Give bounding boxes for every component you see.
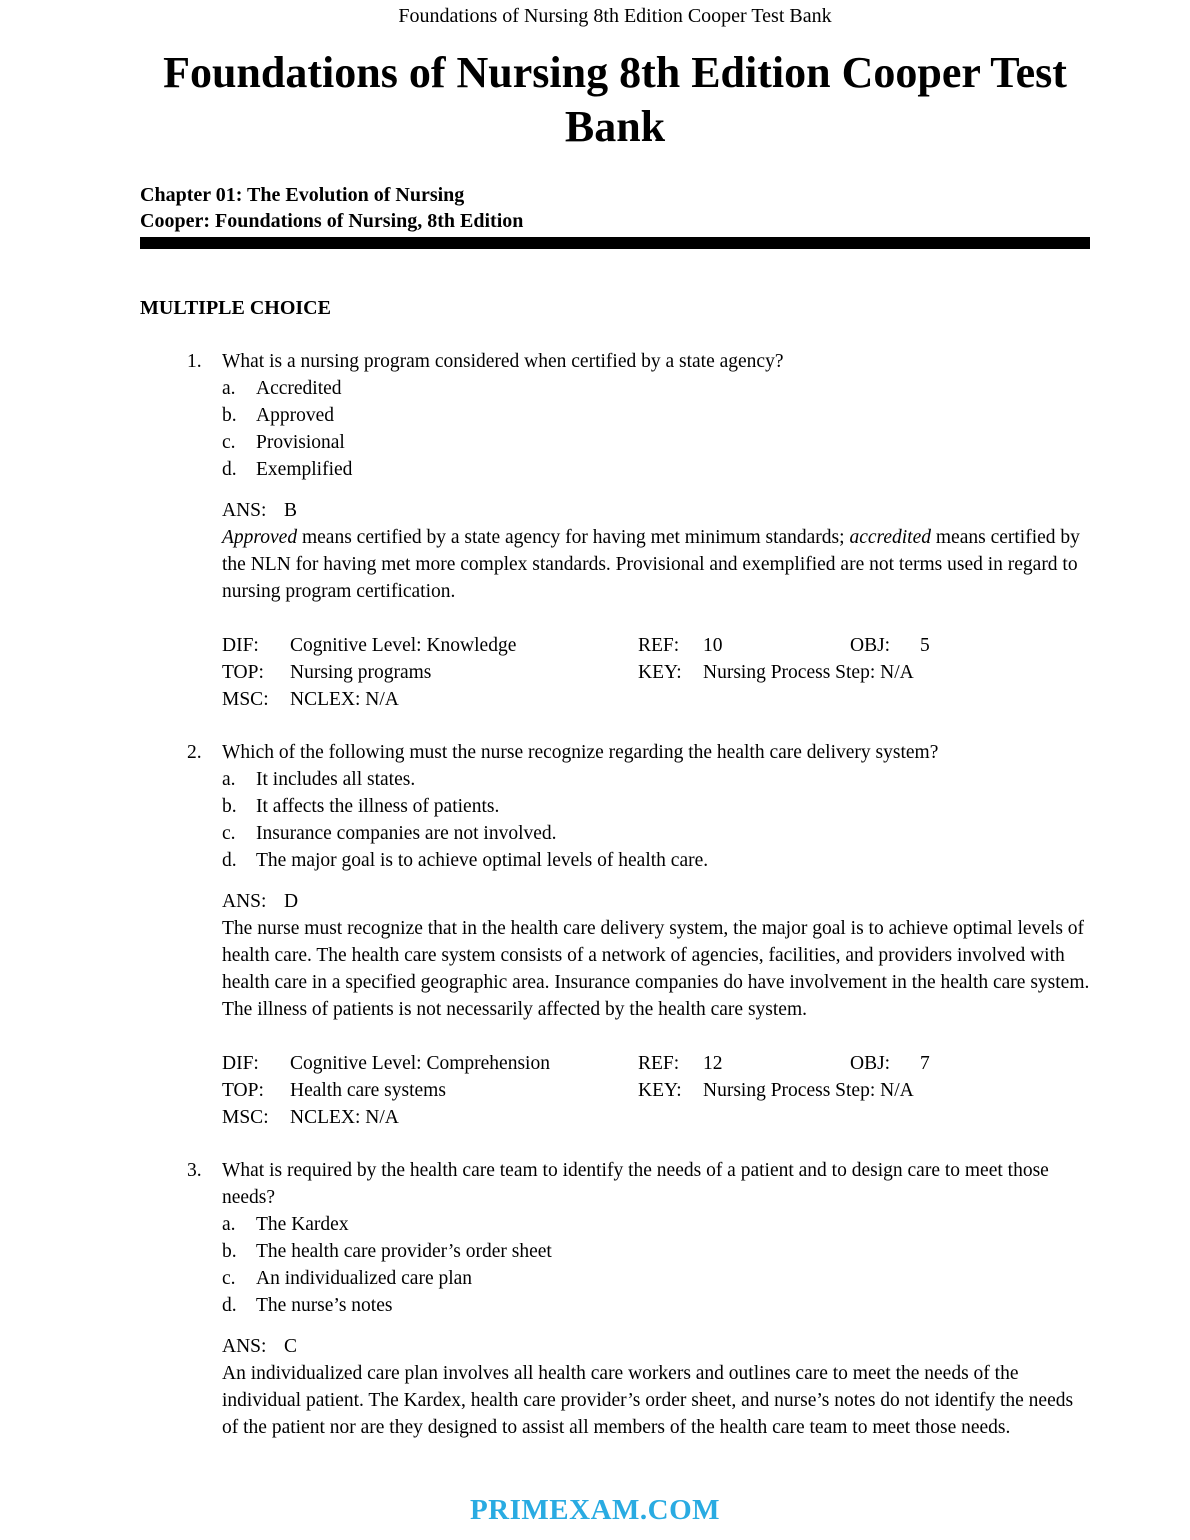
- answer-line: [222, 888, 1090, 915]
- meta-value: NCLEX: N/A: [290, 689, 399, 710]
- meta-row: [222, 659, 1090, 686]
- meta-value: NCLEX: N/A: [290, 1107, 399, 1128]
- answer-value: B: [284, 500, 298, 521]
- option-letter: a.: [222, 1214, 236, 1235]
- meta-value: Cognitive Level: Knowledge: [290, 635, 517, 656]
- question-number: 2.: [187, 742, 202, 763]
- meta-value: Cognitive Level: Comprehension: [290, 1053, 550, 1074]
- metadata: [222, 632, 1090, 713]
- option-row: [222, 375, 1090, 402]
- option-text: An individualized care plan: [256, 1268, 473, 1289]
- meta-label: TOP:: [222, 662, 264, 683]
- meta-label: OBJ:: [850, 1053, 891, 1074]
- option-row: [222, 1238, 1090, 1265]
- option-letter: c.: [222, 1268, 236, 1289]
- answer-value: D: [284, 891, 299, 912]
- question-stem: What is required by the health care team to identify the needs of a patient and to design care to meet those needs?: [222, 1160, 1049, 1208]
- section-heading: MULTIPLE CHOICE: [140, 297, 331, 319]
- option-letter: b.: [222, 1241, 237, 1262]
- meta-row: [222, 686, 1090, 713]
- meta-label: KEY:: [638, 662, 682, 683]
- options-list: [222, 375, 1090, 483]
- meta-value: 5: [920, 635, 930, 656]
- meta-group: [638, 632, 850, 659]
- meta-row: [222, 632, 1090, 659]
- meta-label: DIF:: [222, 635, 259, 656]
- question-body: [222, 348, 1090, 713]
- option-text: Provisional: [256, 432, 345, 453]
- question-block: [140, 1157, 1090, 1441]
- option-text: The nurse’s notes: [256, 1295, 393, 1316]
- option-text: Insurance companies are not involved.: [256, 823, 557, 844]
- meta-group: [222, 1050, 638, 1077]
- answer-label: ANS:: [222, 500, 267, 521]
- question-body: [222, 1157, 1090, 1441]
- meta-group: [222, 686, 638, 713]
- section-divider-bar: [140, 237, 1090, 249]
- meta-value: Nursing Process Step: N/A: [703, 1080, 914, 1101]
- option-row: [222, 793, 1090, 820]
- option-row: [222, 766, 1090, 793]
- page-title: Foundations of Nursing 8th Edition Cooper Test Bank: [163, 48, 1067, 151]
- meta-value: Nursing Process Step: N/A: [703, 662, 914, 683]
- meta-group: [638, 1050, 850, 1077]
- question-body: [222, 739, 1090, 1131]
- option-text: It affects the illness of patients.: [256, 796, 500, 817]
- meta-group: [850, 1050, 930, 1077]
- option-text: The health care provider’s order sheet: [256, 1241, 552, 1262]
- meta-group: [222, 1104, 638, 1131]
- meta-label: KEY:: [638, 1080, 682, 1101]
- question-number: 3.: [187, 1160, 202, 1181]
- option-letter: d.: [222, 850, 237, 871]
- answer-value: C: [284, 1336, 298, 1357]
- option-text: The Kardex: [256, 1214, 349, 1235]
- chapter-title: Chapter 01: The Evolution of Nursing: [140, 184, 465, 206]
- answer-label: ANS:: [222, 1336, 267, 1357]
- meta-row: [222, 1104, 1090, 1131]
- running-header: Foundations of Nursing 8th Edition Cooper Test Bank: [398, 5, 832, 27]
- book-title: Cooper: Foundations of Nursing, 8th Edition: [140, 210, 524, 232]
- meta-value: 10: [703, 635, 723, 656]
- option-row: [222, 402, 1090, 429]
- meta-row: [222, 1077, 1090, 1104]
- footer-link[interactable]: PRIMEXAM.COM: [469, 1494, 721, 1526]
- option-letter: b.: [222, 796, 237, 817]
- rationale-italic-term: Approved: [222, 527, 298, 548]
- meta-value: 12: [703, 1053, 723, 1074]
- meta-label: TOP:: [222, 1080, 264, 1101]
- option-letter: c.: [222, 823, 236, 844]
- footer: [0, 1494, 1190, 1527]
- option-letter: b.: [222, 405, 237, 426]
- option-row: [222, 429, 1090, 456]
- option-letter: d.: [222, 459, 237, 480]
- meta-value: Nursing programs: [290, 662, 432, 683]
- option-letter: a.: [222, 378, 236, 399]
- question-block: [140, 739, 1090, 1131]
- option-row: [222, 1211, 1090, 1238]
- options-list: [222, 1211, 1090, 1319]
- option-text: Approved: [256, 405, 334, 426]
- option-row: [222, 1265, 1090, 1292]
- rationale: [222, 1360, 1090, 1441]
- meta-group: [850, 632, 930, 659]
- rationale: [222, 915, 1090, 1023]
- metadata: [222, 1050, 1090, 1131]
- option-row: [222, 1292, 1090, 1319]
- question-stem: Which of the following must the nurse recognize regarding the health care delivery system?: [222, 742, 939, 763]
- meta-label: MSC:: [222, 1107, 269, 1128]
- option-text: Accredited: [256, 378, 342, 399]
- meta-value: Health care systems: [290, 1080, 446, 1101]
- option-row: [222, 820, 1090, 847]
- option-letter: a.: [222, 769, 236, 790]
- meta-group: [222, 632, 638, 659]
- rationale-italic-term: accredited: [849, 527, 932, 548]
- question-block: [140, 348, 1090, 713]
- rationale-text: The nurse must recognize that in the health care delivery system, the major goal is to achieve optimal levels of health care. The health care system consists of a network of agencies, facilities, and providers involved with health care in a specified geographic area. Insurance companies do have involvement in the health care system. The illness of patients is not necessarily affected by the health care system.: [222, 918, 1090, 1020]
- answer-line: [222, 1333, 1090, 1360]
- question-number: 1.: [187, 351, 202, 372]
- meta-group: [638, 1077, 914, 1104]
- chapter-heading: [140, 182, 1090, 234]
- meta-group: [222, 659, 638, 686]
- meta-label: REF:: [638, 1053, 680, 1074]
- answer-label: ANS:: [222, 891, 267, 912]
- answer-line: [222, 497, 1090, 524]
- meta-label: DIF:: [222, 1053, 259, 1074]
- meta-value: 7: [920, 1053, 930, 1074]
- meta-group: [638, 659, 914, 686]
- rationale: [222, 524, 1090, 605]
- rationale-text: means certified by the NLN for having met more complex standards. Provisional and exemplified are not terms used in regard to nursing program certification.: [222, 527, 1080, 602]
- option-text: It includes all states.: [256, 769, 416, 790]
- meta-row: [222, 1050, 1090, 1077]
- option-row: [222, 847, 1090, 874]
- option-text: The major goal is to achieve optimal levels of health care.: [256, 850, 709, 871]
- meta-label: MSC:: [222, 689, 269, 710]
- question-stem: What is a nursing program considered when certified by a state agency?: [222, 351, 784, 372]
- meta-label: OBJ:: [850, 635, 891, 656]
- rationale-text: An individualized care plan involves all health care workers and outlines care to meet the needs of the individual patient. The Kardex, health care provider’s order sheet, and nurse’s notes do not identify the needs of the patient nor are they designed to assist all members of the health care team to meet those needs.: [222, 1363, 1074, 1438]
- option-text: Exemplified: [256, 459, 353, 480]
- questions-list: [140, 348, 1090, 1441]
- option-letter: c.: [222, 432, 236, 453]
- meta-label: REF:: [638, 635, 680, 656]
- meta-group: [222, 1077, 638, 1104]
- option-letter: d.: [222, 1295, 237, 1316]
- rationale-text: means certified by a state agency for having met minimum standards;: [297, 527, 850, 548]
- options-list: [222, 766, 1090, 874]
- option-row: [222, 456, 1090, 483]
